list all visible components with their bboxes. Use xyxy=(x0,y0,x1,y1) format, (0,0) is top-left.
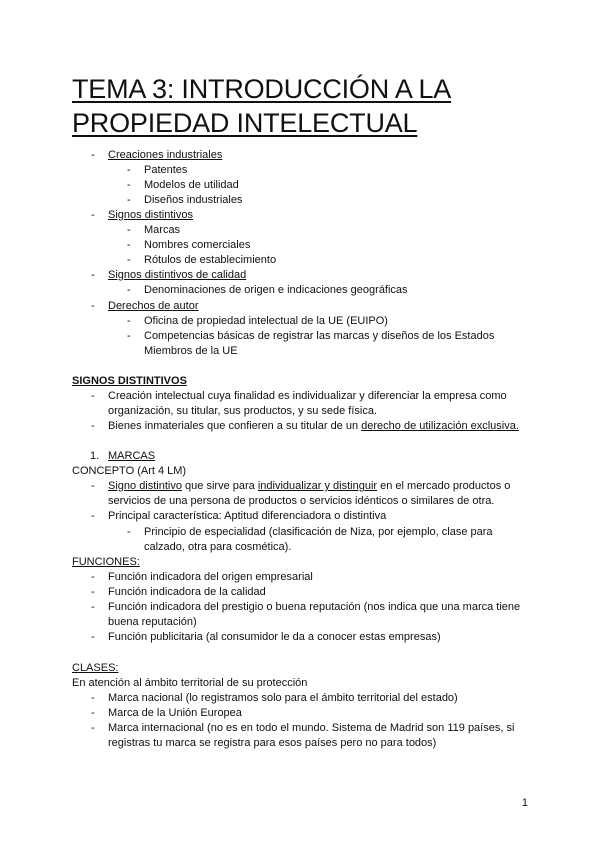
bullet-dash: - xyxy=(127,315,131,327)
clase-1: Marca nacional (lo registramos solo para el ámbito territorial del estado) xyxy=(108,692,458,704)
outline-modelos: Modelos de utilidad xyxy=(144,179,239,191)
outline-creaciones: Creaciones industriales xyxy=(108,149,223,161)
bullet-dash: - xyxy=(91,149,95,161)
derecho-exclusivo-text: derecho de utilización exclusiva. xyxy=(361,420,519,432)
outline-calidad: Signos distintivos de calidad xyxy=(108,269,247,281)
funcion-3-l2: buena reputación) xyxy=(108,616,197,628)
funciones-heading: FUNCIONES: xyxy=(72,556,140,568)
funcion-4: Función publicitaria (al consumidor le da a conocer estas empresas) xyxy=(108,631,441,643)
outline-disenos: Diseños industriales xyxy=(144,194,243,206)
page-title xyxy=(72,72,451,140)
individualizar-text: individualizar y distinguir xyxy=(257,480,378,492)
signo-distintivo-text: Signo distintivo xyxy=(108,480,182,492)
clase-3-l1: Marca internacional (no es en todo el mundo. Sistema de Madrid son 119 países, si xyxy=(108,722,515,734)
bullet-dash: - xyxy=(91,510,95,522)
outline-competencias-l2: Miembros de la UE xyxy=(144,345,238,357)
clase-3-l2: registras tu marca se registra para esos países pero no para todos) xyxy=(108,737,437,749)
outline-derechos: Derechos de autor xyxy=(108,300,199,312)
funcion-1: Función indicadora del origen empresarial xyxy=(108,571,313,583)
outline-nombres: Nombres comerciales xyxy=(144,239,251,251)
funcion-2: Función indicadora de la calidad xyxy=(108,586,266,598)
bullet-dash: - xyxy=(91,601,95,613)
bullet-dash: - xyxy=(127,284,131,296)
signos-bullet-1-l1: Creación intelectual cuya finalidad es individualizar y diferenciar la empresa como xyxy=(108,390,507,402)
title-line-1: TEMA 3: INTRODUCCIÓN A LA xyxy=(72,74,452,104)
concepto-bullet-3-l1: Principio de especialidad (clasificación de Niza, por ejemplo, clase para xyxy=(144,526,493,538)
page-number: 1 xyxy=(521,797,528,809)
concepto-label: CONCEPTO (Art 4 LM) xyxy=(72,465,187,477)
clase-2: Marca de la Unión Europea xyxy=(108,707,242,719)
bullet-dash: - xyxy=(91,722,95,734)
section-heading-signos: SIGNOS DISTINTIVOS xyxy=(72,375,187,387)
outline-signos: Signos distintivos xyxy=(108,209,193,221)
funcion-3-l1: Función indicadora del prestigio o buena reputación (nos indica que una marca tiene xyxy=(108,601,521,613)
bullet-dash: - xyxy=(127,526,131,538)
bullet-dash: - xyxy=(91,420,95,432)
bullet-dash: - xyxy=(91,300,95,312)
concepto-bullet-3-l2: calzado, otra para cosmética). xyxy=(144,541,292,553)
outline-patentes: Patentes xyxy=(144,164,188,176)
bullet-dash: - xyxy=(91,209,95,221)
marcas-number: 1. xyxy=(90,450,100,462)
bullet-dash: - xyxy=(91,480,95,492)
concepto-text-a: que sirve para xyxy=(182,480,258,492)
outline-denominaciones: Denominaciones de origen e indicaciones geográficas xyxy=(144,284,408,296)
bullet-dash: - xyxy=(91,692,95,704)
bullet-dash: - xyxy=(127,239,131,251)
bullet-dash: - xyxy=(91,707,95,719)
concepto-text-b: en el mercado productos o xyxy=(377,480,511,492)
signos-bullet-2 xyxy=(108,419,519,434)
title-line-2: PROPIEDAD INTELECTUAL xyxy=(72,108,418,138)
bullet-dash: - xyxy=(127,179,131,191)
bullet-dash: - xyxy=(127,194,131,206)
concepto-bullet-2: Principal característica: Aptitud diferenciadora o distintiva xyxy=(108,510,387,522)
bullet-dash: - xyxy=(91,631,95,643)
bullet-dash: - xyxy=(91,571,95,583)
bullet-dash: - xyxy=(127,330,131,342)
bullet-dash: - xyxy=(127,254,131,266)
bullet-dash: - xyxy=(127,224,131,236)
bullet-dash: - xyxy=(127,164,131,176)
concepto-bullet-1-l2: servicios de una persona de productos o servicios idénticos o similares de otra. xyxy=(108,495,495,507)
outline-competencias-l1: Competencias básicas de registrar las marcas y diseños de los Estados xyxy=(144,330,495,342)
marcas-heading: MARCAS xyxy=(108,450,156,462)
bullet-dash: - xyxy=(91,269,95,281)
outline-marcas: Marcas xyxy=(144,224,181,236)
clases-intro: En atención al ámbito territorial de su protección xyxy=(72,677,308,689)
bullet-dash: - xyxy=(91,586,95,598)
outline-euipo: Oficina de propiedad intelectual de la UE (EUIPO) xyxy=(144,315,388,327)
signos-bullet-2-text: Bienes inmateriales que confieren a su titular de un xyxy=(108,420,362,432)
signos-bullet-1-l2: organización, su titular, sus productos, y su sede física. xyxy=(108,405,378,417)
outline-rotulos: Rótulos de establecimiento xyxy=(144,254,277,266)
concepto-bullet-1-l1 xyxy=(108,479,510,494)
bullet-dash: - xyxy=(91,390,95,402)
clases-heading: CLASES: xyxy=(72,662,119,674)
